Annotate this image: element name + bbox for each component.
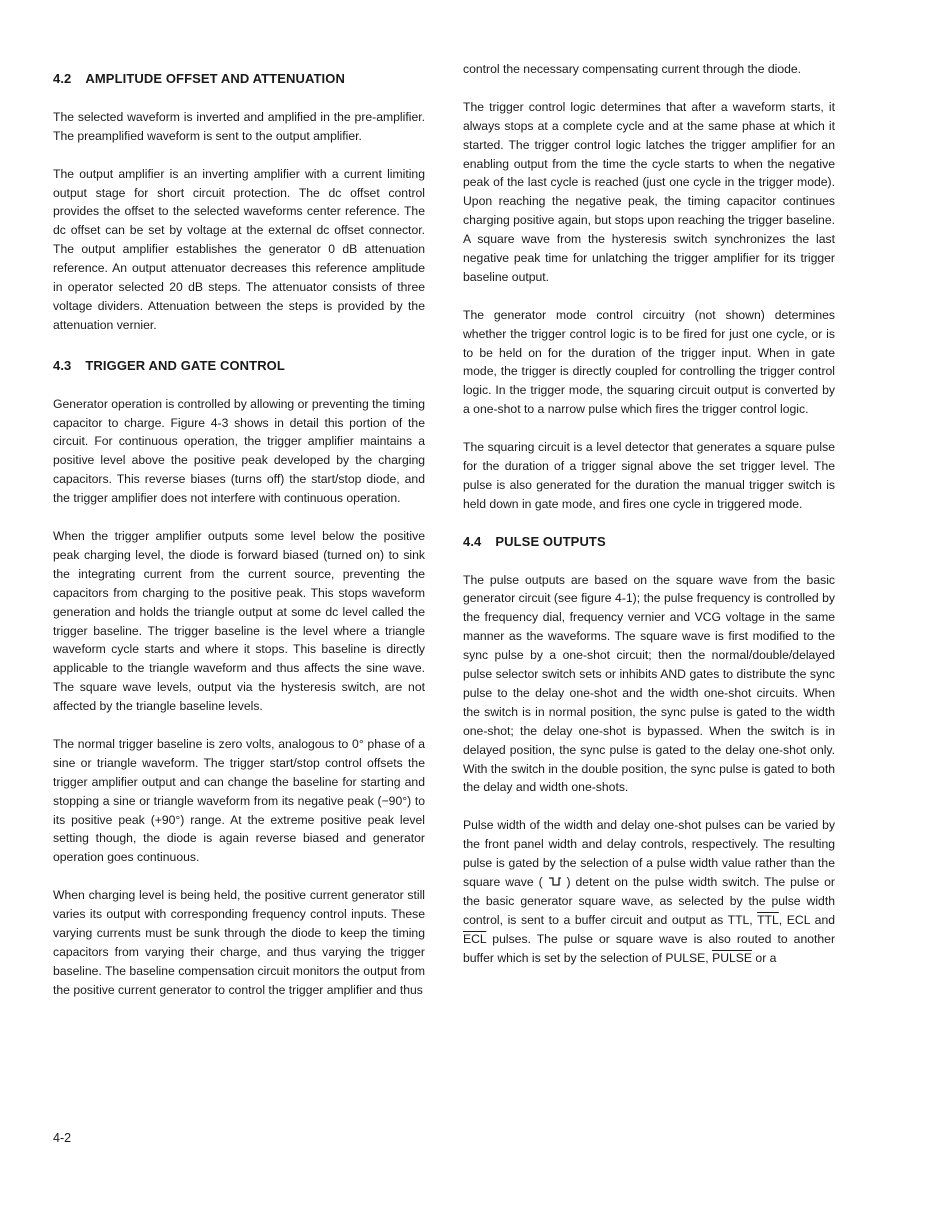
ecl-inverted-label: $\overline{ECL}$ xyxy=(463,931,487,946)
paragraph: The pulse outputs are based on the square wave from the basic generator circuit (see figure 4-1); the pulse frequency is controlled by the frequency dial, frequency vernier and VCG voltage in the same manner as the waveforms. The square wave is first modified to the sync pulse by a one-shot circuit; then the normal/double/delayed pulse selector switch sets or inhibits AND gates to distribute the sync pulse to the delay one-shot and the width one-shot circuits. When the switch is in normal position, the sync pulse is gated to the width one-shot; the delay one-shot is bypassed. When the switch is in delayed position, the sync pulse is gated to the delay one-shot only. With the switch in the double position, the sync pulse is gated to both the delay and width one-shots. xyxy=(463,572,835,795)
section-heading-4-3 xyxy=(53,357,425,376)
paragraph: The output amplifier is an inverting amplifier with a current limiting output stage for short circuit protection. The dc offset control provides the offset to the selected waveforms center reference. The dc offset can be set by voltage at the external dc offset connector. The output amplifier establishes the generator 0 dB attenuation reference. An output attenuator decreases this reference amplitude in operator selected 20 dB steps. The attenuator consists of three voltage dividers. Attenuation between the steps is provided by the attenuation vernier. xyxy=(53,166,425,332)
pulse-inverted-label: PULSE xyxy=(712,950,753,965)
square-wave-icon xyxy=(548,875,562,887)
section-number: 4.2 xyxy=(53,71,72,86)
paragraph: The normal trigger baseline is zero volts, analogous to 0° phase of a sine or triangle waveform. The trigger start/stop control offsets the trigger amplifier output and can change the baseline for starting and stopping a sine or triangle waveform from its negative peak (−90°) to its positive peak (+90°) range. At the extreme positive peak level setting though, the diode is again reverse biased and generator operation goes continuous. xyxy=(53,736,425,865)
paragraph: control the necessary compensating current through the diode. xyxy=(463,62,802,76)
text-run: , ECL and xyxy=(778,912,836,927)
section-title: TRIGGER AND GATE CONTROL xyxy=(85,357,285,373)
paragraph: The trigger control logic determines that after a waveform starts, it always stops at a complete cycle and at the same phase at which it started. The trigger control logic latches the trigger amplifier for an enabling output from the time the cycle starts to when the negative peak of the last cycle is reached (just one cycle in the trigger mode). Upon reaching the negative peak, the timing capacitor continues charging positive again, but stops upon reaching the trigger baseline. A square wave from the hysteresis switch synchronizes the last negative peak time for unlatching the trigger amplifier for its trigger baseline output. xyxy=(463,99,835,284)
ttl-inverted-label: $\overline{TTL}$ xyxy=(757,912,779,927)
paragraph: The squaring circuit is a level detector that generates a square pulse for the duration of a trigger signal above the set trigger level. The pulse is also generated for the duration the manual trigger switch is held down in gate mode, and fires one cycle in triggered mode. xyxy=(463,440,835,511)
section-number: 4.3 xyxy=(53,357,72,373)
text-run: pulses. The pulse or square wave is also routed to another buffer which is set by the selection of PULSE, xyxy=(463,931,835,965)
page-number: 4-2 xyxy=(53,1131,72,1145)
paragraph xyxy=(463,816,835,967)
section-title: PULSE OUTPUTS xyxy=(495,533,606,549)
paragraph: The selected waveform is inverted and amplified in the pre-amplifier. The preamplified waveform is sent to the output amplifier. xyxy=(53,109,425,143)
text-run: ) detent on the pulse width switch. The pulse or the basic generator square wave, as selected by the pulse width control, is sent to a buffer circuit and output as TTL, xyxy=(463,874,835,927)
text-run: or a xyxy=(752,950,777,965)
right-column xyxy=(463,60,835,986)
paragraph: The generator mode control circuitry (not shown) determines whether the trigger control logic is to be fired for just one cycle, or is to be held on for the duration of the trigger input. When in gate mode, the trigger is directly coupled for controlling the trigger control logic. In the trigger mode, the squaring circuit output is converted by a one-shot to a narrow pulse which fires the trigger control logic. xyxy=(463,307,835,417)
section-number: 4.4 xyxy=(463,533,482,549)
paragraph: When the trigger amplifier outputs some level below the positive peak charging level, the diode is forward biased (turned on) to sink the integrating current from the current source, preventing the capacitors from charging to the positive peak. This stops waveform generation and holds the triangle output at some dc level called the trigger baseline. The trigger baseline is the level where a triangle waveform cycle starts and where it stops. This baseline is directly applicable to the triangle waveform and thus affects the sine wave. The square wave levels, output via the hysteresis switch, are not affected by the triangle baseline levels. xyxy=(53,529,425,714)
paragraph: Generator operation is controlled by allowing or preventing the timing capacitor to charge. Figure 4-3 shows in detail this portion of the circuit. For continuous operation, the trigger amplifier maintains a positive level above the positive peak developed by the charging capacitors. This reverse biases (turns off) the start/stop diode, and the trigger amplifier does not interfere with continuous operation. xyxy=(53,396,425,506)
left-column xyxy=(53,60,425,1019)
section-title: AMPLITUDE OFFSET AND ATTENUATION xyxy=(85,71,345,86)
section-heading-4-4 xyxy=(463,533,835,552)
section-heading-4-2 xyxy=(53,70,425,89)
text-run: Pulse width of the width and delay one-shot pulses can be varied by the front panel width and delay controls, respectively. The resulting pulse is gated by the selection of a pulse width value rather than the square wave ( xyxy=(463,818,835,889)
paragraph: When charging level is being held, the positive current generator still varies its output with corresponding frequency control inputs. These varying currents must be sunk through the diode to keep the timing capacitors from varying their charge, and thus varying the trigger baseline. The baseline compensation circuit monitors the output from the positive current generator to control the trigger amplifier and thus xyxy=(53,888,425,997)
